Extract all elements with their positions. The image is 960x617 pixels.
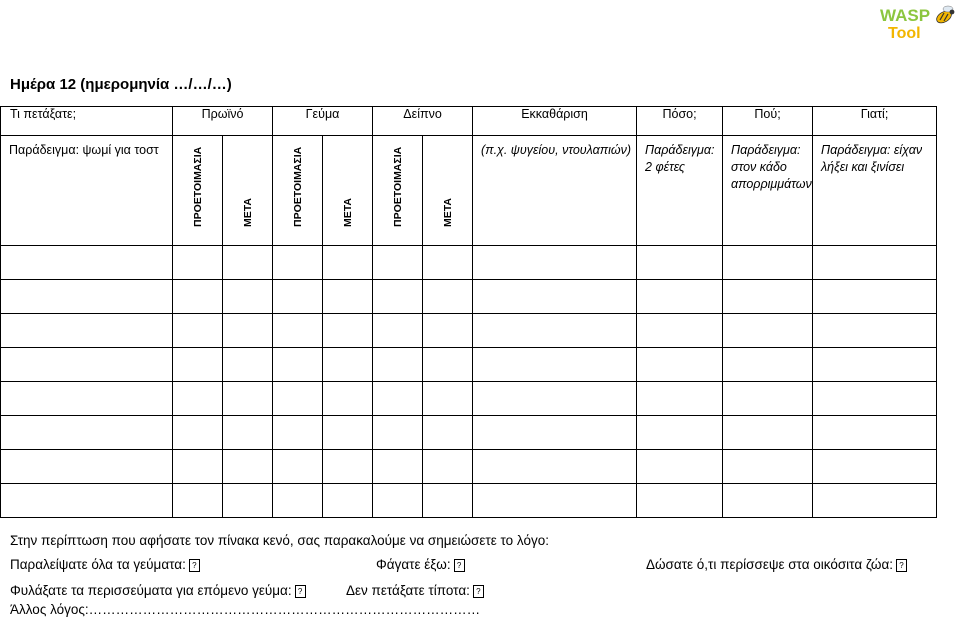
entry-cell[interactable] bbox=[273, 348, 323, 382]
kept-leftovers-option[interactable] bbox=[10, 583, 306, 598]
entry-cell[interactable] bbox=[223, 314, 273, 348]
breakfast-before-cell bbox=[173, 136, 223, 246]
entry-cell[interactable] bbox=[323, 484, 373, 518]
entry-cell[interactable] bbox=[323, 416, 373, 450]
example-why: Παράδειγμα: είχαν λήξει και ξινίσει bbox=[813, 136, 937, 246]
dinner-before-label: ΠΡΟΕΤΟΙΜΑΣΙΑ bbox=[391, 146, 404, 227]
entry-cell[interactable] bbox=[323, 246, 373, 280]
breakfast-after-label: ΜΕΤΑ bbox=[241, 198, 254, 227]
logo-text-wasp: WASP bbox=[880, 6, 931, 25]
header-dinner: Δείπνο bbox=[373, 107, 473, 136]
entry-cell[interactable] bbox=[723, 450, 813, 484]
entry-cell[interactable] bbox=[1, 382, 173, 416]
ate-out-label: Φάγατε έξω: bbox=[376, 557, 451, 572]
entry-cell[interactable] bbox=[1, 348, 173, 382]
entry-cell[interactable] bbox=[373, 450, 423, 484]
skipped-meals-option[interactable] bbox=[10, 557, 200, 572]
header-how-much: Πόσο; bbox=[637, 107, 723, 136]
entry-cell[interactable] bbox=[323, 382, 373, 416]
example-how-much: Παράδειγμα: 2 φέτες bbox=[637, 136, 723, 246]
entry-cell[interactable] bbox=[373, 314, 423, 348]
entry-cell[interactable] bbox=[813, 348, 937, 382]
entry-cell[interactable] bbox=[173, 314, 223, 348]
entry-cell[interactable] bbox=[473, 314, 637, 348]
lunch-after-label: ΜΕΤΑ bbox=[341, 198, 354, 227]
entry-cell[interactable] bbox=[373, 416, 423, 450]
table-row bbox=[1, 450, 937, 484]
entry-cell[interactable] bbox=[813, 314, 937, 348]
entry-cell[interactable] bbox=[373, 348, 423, 382]
entry-cell[interactable] bbox=[637, 484, 723, 518]
entry-cell[interactable] bbox=[273, 280, 323, 314]
entry-cell[interactable] bbox=[813, 382, 937, 416]
entry-cell[interactable] bbox=[637, 450, 723, 484]
entry-cell[interactable] bbox=[423, 246, 473, 280]
entry-cell[interactable] bbox=[173, 450, 223, 484]
example-what: Παράδειγμα: ψωμί για τοστ bbox=[1, 136, 173, 246]
gave-pets-checkbox[interactable]: ? bbox=[896, 559, 907, 572]
entry-cell[interactable] bbox=[173, 280, 223, 314]
table-row bbox=[1, 314, 937, 348]
entry-cell[interactable] bbox=[473, 246, 637, 280]
dinner-after-cell bbox=[423, 136, 473, 246]
food-waste-table bbox=[0, 106, 937, 518]
entry-cell[interactable] bbox=[1, 416, 173, 450]
entry-cell[interactable] bbox=[273, 246, 323, 280]
entry-cell[interactable] bbox=[373, 280, 423, 314]
entry-cell[interactable] bbox=[423, 382, 473, 416]
header-clearing: Εκκαθάριση bbox=[473, 107, 637, 136]
lunch-before-cell bbox=[273, 136, 323, 246]
entry-cell[interactable] bbox=[723, 484, 813, 518]
entry-cell[interactable] bbox=[373, 246, 423, 280]
entry-cell[interactable] bbox=[473, 416, 637, 450]
table-row bbox=[1, 280, 937, 314]
kept-leftovers-checkbox[interactable]: ? bbox=[295, 585, 306, 598]
entry-cell[interactable] bbox=[473, 280, 637, 314]
wasp-tool-logo bbox=[878, 2, 958, 42]
entry-cell[interactable] bbox=[813, 280, 937, 314]
table-row bbox=[1, 416, 937, 450]
entry-cell[interactable] bbox=[813, 416, 937, 450]
entry-cell[interactable] bbox=[273, 382, 323, 416]
entry-cell[interactable] bbox=[273, 484, 323, 518]
entry-cell[interactable] bbox=[813, 484, 937, 518]
skipped-meals-checkbox[interactable]: ? bbox=[189, 559, 200, 572]
table-row bbox=[1, 348, 937, 382]
entry-cell[interactable] bbox=[373, 484, 423, 518]
entry-cell[interactable] bbox=[473, 450, 637, 484]
entry-cell[interactable] bbox=[373, 382, 423, 416]
entry-cell[interactable] bbox=[1, 314, 173, 348]
lunch-after-cell bbox=[323, 136, 373, 246]
dinner-after-label: ΜΕΤΑ bbox=[441, 198, 454, 227]
entry-cell[interactable] bbox=[273, 450, 323, 484]
entry-cell[interactable] bbox=[423, 280, 473, 314]
table-row bbox=[1, 246, 937, 280]
bee-icon bbox=[935, 6, 955, 25]
ate-out-checkbox[interactable]: ? bbox=[454, 559, 465, 572]
entry-cell[interactable] bbox=[637, 280, 723, 314]
example-clearing: (π.χ. ψυγείου, ντουλαπιών) bbox=[473, 136, 637, 246]
entry-cell[interactable] bbox=[473, 382, 637, 416]
threw-nothing-checkbox[interactable]: ? bbox=[473, 585, 484, 598]
table-row bbox=[1, 484, 937, 518]
entry-cell[interactable] bbox=[813, 246, 937, 280]
table-row bbox=[1, 382, 937, 416]
entry-cell[interactable] bbox=[423, 416, 473, 450]
entry-cell[interactable] bbox=[1, 246, 173, 280]
gave-pets-option[interactable] bbox=[646, 557, 907, 572]
entry-cell[interactable] bbox=[223, 484, 273, 518]
skipped-meals-label: Παραλείψατε όλα τα γεύματα: bbox=[10, 557, 186, 572]
entry-cell[interactable] bbox=[173, 348, 223, 382]
entry-cell[interactable] bbox=[173, 246, 223, 280]
entry-cell[interactable] bbox=[1, 484, 173, 518]
breakfast-after-cell bbox=[223, 136, 273, 246]
threw-nothing-label: Δεν πετάξατε τίποτα: bbox=[346, 583, 470, 598]
example-where: Παράδειγμα: στον κάδο απορριμμάτων bbox=[723, 136, 813, 246]
entry-cell[interactable] bbox=[473, 484, 637, 518]
entry-cell[interactable] bbox=[223, 246, 273, 280]
entry-cell[interactable] bbox=[273, 314, 323, 348]
dinner-before-cell bbox=[373, 136, 423, 246]
entry-cell[interactable] bbox=[637, 348, 723, 382]
entry-cell[interactable] bbox=[223, 280, 273, 314]
entry-cell[interactable] bbox=[723, 382, 813, 416]
entry-cell[interactable] bbox=[637, 246, 723, 280]
entry-cell[interactable] bbox=[223, 348, 273, 382]
header-what: Τι πετάξατε; bbox=[1, 107, 173, 136]
entry-cell[interactable] bbox=[423, 450, 473, 484]
entry-cell[interactable] bbox=[473, 348, 637, 382]
entry-cell[interactable] bbox=[223, 450, 273, 484]
entry-cell[interactable] bbox=[813, 450, 937, 484]
entry-cell[interactable] bbox=[1, 450, 173, 484]
entry-cell[interactable] bbox=[723, 416, 813, 450]
entry-cell[interactable] bbox=[223, 416, 273, 450]
example-row bbox=[1, 136, 937, 246]
page-title: Ημέρα 12 (ημερομηνία …/…/…) bbox=[10, 76, 232, 93]
breakfast-before-label: ΠΡΟΕΤΟΙΜΑΣΙΑ bbox=[191, 146, 204, 227]
empty-table-note: Στην περίπτωση που αφήσατε τον πίνακα κενό, σας παρακαλούμε να σημειώσετε το λόγο: bbox=[10, 533, 549, 548]
entry-cell[interactable] bbox=[423, 484, 473, 518]
entry-cell[interactable] bbox=[723, 314, 813, 348]
entry-cell[interactable] bbox=[1, 280, 173, 314]
entry-cell[interactable] bbox=[637, 416, 723, 450]
kept-leftovers-label: Φυλάξατε τα περισσεύματα για επόμενο γεύμα: bbox=[10, 583, 292, 598]
entry-cell[interactable] bbox=[173, 382, 223, 416]
entry-cell[interactable] bbox=[423, 348, 473, 382]
entry-cell[interactable] bbox=[173, 484, 223, 518]
entry-cell[interactable] bbox=[173, 416, 223, 450]
header-lunch: Γεύμα bbox=[273, 107, 373, 136]
entry-cell[interactable] bbox=[423, 314, 473, 348]
threw-nothing-option[interactable] bbox=[346, 583, 484, 598]
gave-pets-label: Δώσατε ό,τι περίσσεψε στα οικόσιτα ζώα: bbox=[646, 557, 894, 572]
logo-text-tool: Tool bbox=[888, 25, 921, 42]
table-header-row bbox=[1, 107, 937, 136]
header-breakfast: Πρωϊνό bbox=[173, 107, 273, 136]
other-reason-field[interactable]: Άλλος λόγος:…………………………………………………………………………… bbox=[10, 602, 481, 617]
entry-cell[interactable] bbox=[323, 280, 373, 314]
entry-cell[interactable] bbox=[323, 450, 373, 484]
entry-cell[interactable] bbox=[637, 382, 723, 416]
entry-cell[interactable] bbox=[323, 314, 373, 348]
entry-cell[interactable] bbox=[637, 314, 723, 348]
entry-cell[interactable] bbox=[723, 348, 813, 382]
entry-cell[interactable] bbox=[723, 280, 813, 314]
header-where: Πού; bbox=[723, 107, 813, 136]
entry-cell[interactable] bbox=[323, 348, 373, 382]
entry-rows bbox=[1, 246, 937, 518]
ate-out-option[interactable] bbox=[376, 557, 465, 572]
entry-cell[interactable] bbox=[223, 382, 273, 416]
entry-cell[interactable] bbox=[273, 416, 323, 450]
lunch-before-label: ΠΡΟΕΤΟΙΜΑΣΙΑ bbox=[291, 146, 304, 227]
entry-cell[interactable] bbox=[723, 246, 813, 280]
header-why: Γιατί; bbox=[813, 107, 937, 136]
